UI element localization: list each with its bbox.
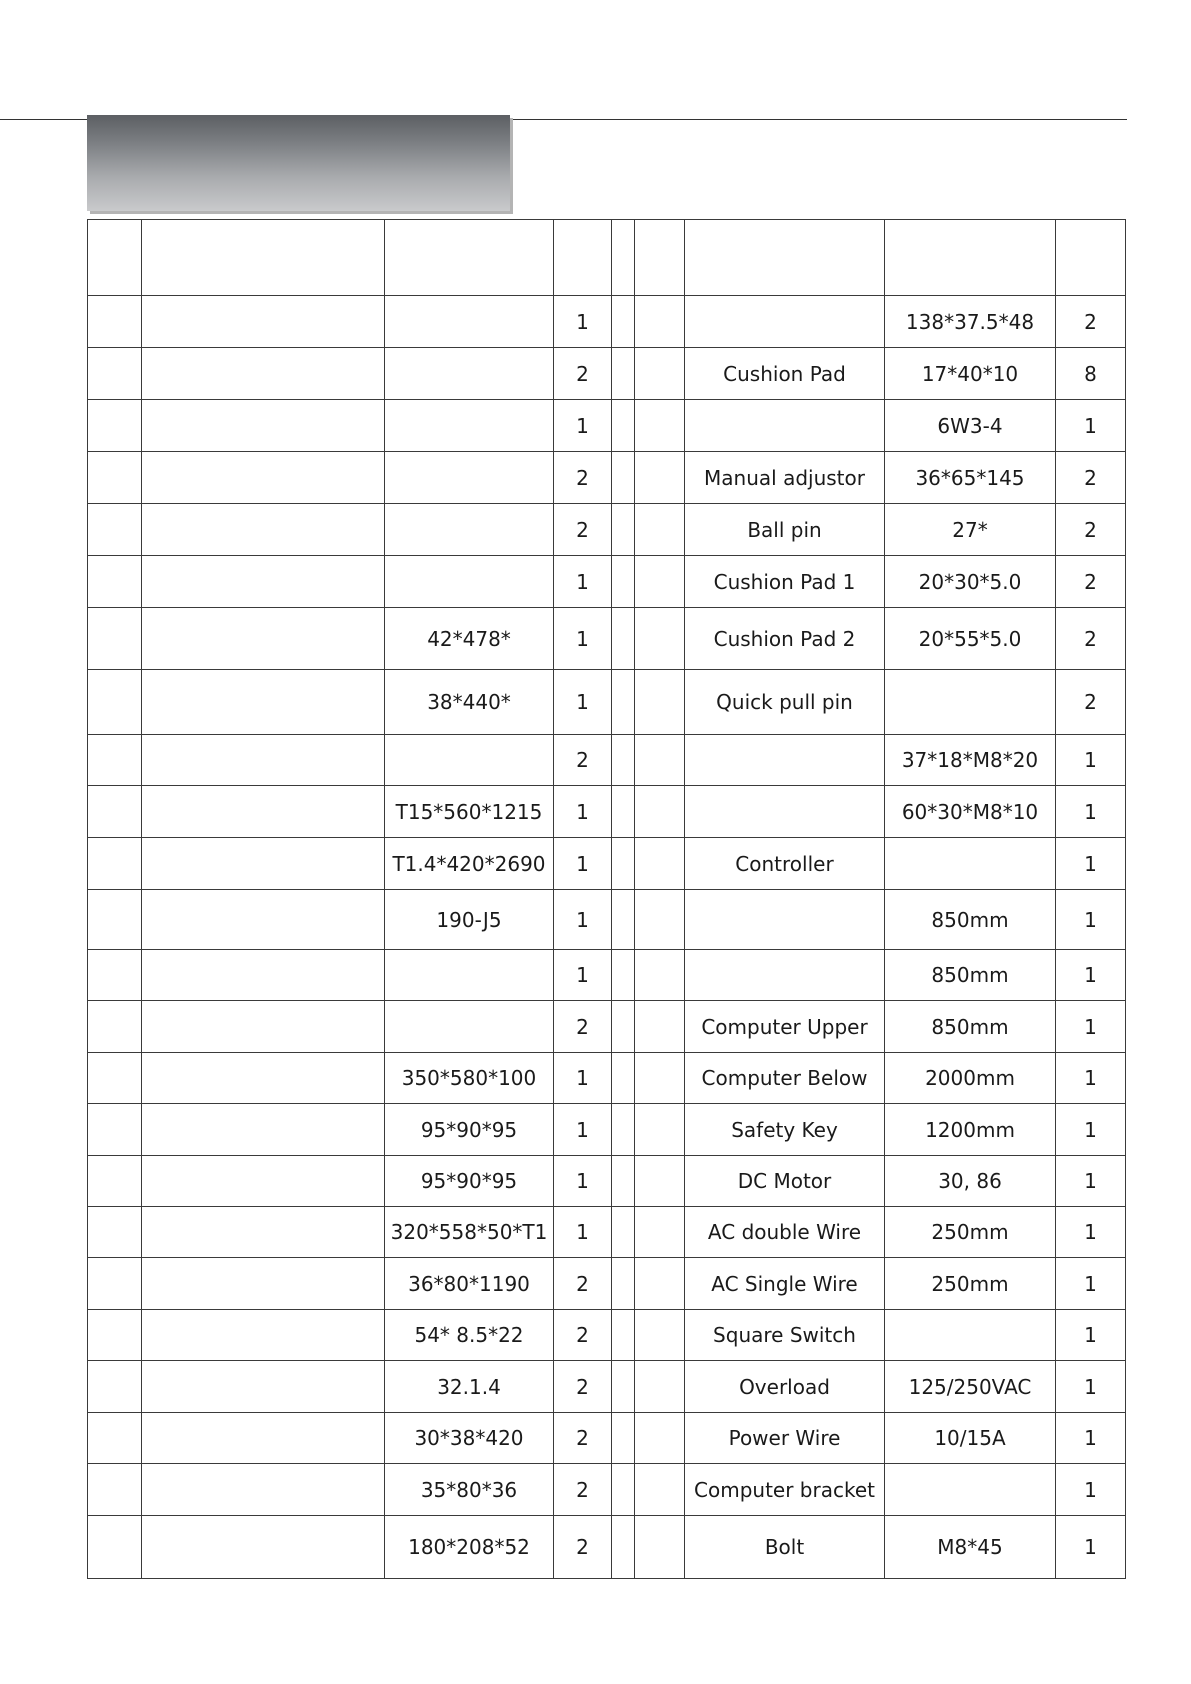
column-gap [612,452,635,504]
part-qty-cell: 8 [1056,348,1126,400]
part-name-cell [685,400,885,452]
column-gap [612,1413,635,1464]
part-qty-cell: 1 [1056,735,1126,786]
column-gap [612,1310,635,1361]
part-name-cell: Manual adjustor [685,452,885,504]
part-name-cell [142,950,385,1001]
part-number-cell [635,1156,685,1207]
part-name-cell [142,1156,385,1207]
part-number-cell [635,735,685,786]
part-qty-cell: 2 [554,1310,612,1361]
part-spec-cell [385,296,554,348]
part-qty-cell: 1 [1056,950,1126,1001]
part-qty-cell: 2 [1056,504,1126,556]
part-name-cell [142,1207,385,1258]
part-name-cell [142,670,385,735]
column-gap [612,1001,635,1053]
table-row [88,1258,1126,1310]
part-qty-cell: 2 [554,504,612,556]
part-number-cell [88,890,142,950]
part-name-cell: Bolt [685,1516,885,1579]
part-qty-cell: 1 [554,1156,612,1207]
table-row [88,1156,1126,1207]
part-spec-cell: 95*90*95 [385,1156,554,1207]
part-name-cell [685,950,885,1001]
column-gap [612,1464,635,1516]
part-spec-cell: 138*37.5*48 [885,296,1056,348]
column-gap [612,296,635,348]
part-spec-cell: 2000mm [885,1053,1056,1104]
column-gap [612,608,635,670]
part-spec-cell [385,950,554,1001]
part-number-cell [635,348,685,400]
part-qty-cell: 1 [554,670,612,735]
part-qty-cell: 1 [1056,786,1126,838]
part-number-cell [635,1207,685,1258]
part-qty-cell: 2 [554,735,612,786]
part-name-cell: Overload [685,1361,885,1413]
part-spec-cell: T15*560*1215 [385,786,554,838]
part-name-cell: Computer Upper [685,1001,885,1053]
part-qty-cell: 1 [1056,400,1126,452]
header-cell [685,220,885,296]
table-row [88,786,1126,838]
part-number-cell [635,1361,685,1413]
part-spec-cell: 36*80*1190 [385,1258,554,1310]
part-number-cell [88,670,142,735]
column-gap [612,1053,635,1104]
table-row [88,296,1126,348]
part-spec-cell [385,348,554,400]
part-name-cell [142,504,385,556]
part-qty-cell: 1 [554,838,612,890]
part-number-cell [88,296,142,348]
part-number-cell [88,504,142,556]
part-number-cell [88,1516,142,1579]
table-row [88,1207,1126,1258]
part-spec-cell: 30*38*420 [385,1413,554,1464]
part-spec-cell: 6W3-4 [885,400,1056,452]
part-number-cell [635,1053,685,1104]
column-gap [612,504,635,556]
part-number-cell [635,786,685,838]
part-spec-cell [385,1001,554,1053]
table-row [88,348,1126,400]
part-name-cell [142,1361,385,1413]
part-qty-cell: 1 [1056,1361,1126,1413]
part-spec-cell: 37*18*M8*20 [885,735,1056,786]
part-name-cell [142,400,385,452]
header-cell [885,220,1056,296]
table-row [88,556,1126,608]
part-spec-cell: 350*580*100 [385,1053,554,1104]
column-gap [612,1156,635,1207]
part-qty-cell: 2 [554,348,612,400]
part-number-cell [635,1258,685,1310]
part-qty-cell: 2 [554,1258,612,1310]
column-gap [612,348,635,400]
part-name-cell: Square Switch [685,1310,885,1361]
part-name-cell: Controller [685,838,885,890]
part-qty-cell: 1 [554,890,612,950]
part-number-cell [88,556,142,608]
part-spec-cell: 20*30*5.0 [885,556,1056,608]
part-name-cell [142,1464,385,1516]
table-row [88,1361,1126,1413]
column-gap [612,670,635,735]
part-qty-cell: 2 [1056,670,1126,735]
part-spec-cell [385,735,554,786]
part-name-cell [142,296,385,348]
part-qty-cell: 2 [554,1001,612,1053]
part-qty-cell: 1 [1056,1207,1126,1258]
table-row [88,1516,1126,1579]
part-spec-cell: T1.4*420*2690 [385,838,554,890]
part-name-cell [142,786,385,838]
part-spec-cell: 95*90*95 [385,1104,554,1156]
column-gap [612,556,635,608]
part-number-cell [88,950,142,1001]
part-spec-cell [885,838,1056,890]
part-name-cell [685,786,885,838]
part-spec-cell: 320*558*50*T1 [385,1207,554,1258]
part-number-cell [635,670,685,735]
header-cell [88,220,142,296]
header-cell [554,220,612,296]
part-number-cell [88,1413,142,1464]
column-gap [612,1258,635,1310]
part-qty-cell: 1 [1056,890,1126,950]
part-spec-cell: 20*55*5.0 [885,608,1056,670]
table-row [88,400,1126,452]
table-row [88,608,1126,670]
header-cell [1056,220,1126,296]
part-spec-cell: 30, 86 [885,1156,1056,1207]
part-name-cell [685,735,885,786]
column-gap [612,400,635,452]
table-row [88,452,1126,504]
part-number-cell [88,400,142,452]
part-number-cell [88,1361,142,1413]
part-name-cell [142,735,385,786]
part-qty-cell: 1 [554,1104,612,1156]
part-spec-cell: 10/15A [885,1413,1056,1464]
table-row [88,1413,1126,1464]
part-number-cell [635,556,685,608]
table-row [88,838,1126,890]
part-number-cell [635,504,685,556]
part-spec-cell: M8*45 [885,1516,1056,1579]
header-cell [385,220,554,296]
table-row [88,735,1126,786]
part-number-cell [635,608,685,670]
part-spec-cell: 36*65*145 [885,452,1056,504]
part-spec-cell: 38*440* [385,670,554,735]
table-row [88,1310,1126,1361]
header-cell [635,220,685,296]
column-gap [612,1361,635,1413]
part-number-cell [88,786,142,838]
part-qty-cell: 1 [1056,1413,1126,1464]
part-number-cell [635,1464,685,1516]
column-gap [612,1104,635,1156]
part-spec-cell: 54* 8.5*22 [385,1310,554,1361]
part-number-cell [635,1310,685,1361]
part-name-cell: Safety Key [685,1104,885,1156]
part-spec-cell [885,1310,1056,1361]
part-qty-cell: 1 [1056,1516,1126,1579]
part-name-cell [685,890,885,950]
part-name-cell: Quick pull pin [685,670,885,735]
table-header-row [88,220,1126,296]
table-row [88,1001,1126,1053]
part-spec-cell: 60*30*M8*10 [885,786,1056,838]
part-number-cell [88,1053,142,1104]
table-row [88,1464,1126,1516]
column-gap [612,1207,635,1258]
part-qty-cell: 1 [1056,838,1126,890]
part-number-cell [635,400,685,452]
part-qty-cell: 1 [1056,1104,1126,1156]
part-number-cell [88,1156,142,1207]
part-number-cell [88,1464,142,1516]
section-header-bar [87,115,510,211]
part-qty-cell: 1 [554,1053,612,1104]
table-row [88,1104,1126,1156]
part-name-cell [142,452,385,504]
part-number-cell [88,1001,142,1053]
part-qty-cell: 1 [554,1207,612,1258]
column-gap [612,786,635,838]
part-qty-cell: 1 [1056,1156,1126,1207]
part-spec-cell [385,504,554,556]
part-qty-cell: 1 [554,296,612,348]
column-gap [612,950,635,1001]
part-spec-cell: 42*478* [385,608,554,670]
part-qty-cell: 1 [554,400,612,452]
part-name-cell: Cushion Pad 1 [685,556,885,608]
part-name-cell: AC double Wire [685,1207,885,1258]
part-number-cell [635,296,685,348]
part-spec-cell: 180*208*52 [385,1516,554,1579]
part-name-cell [142,838,385,890]
part-spec-cell [385,400,554,452]
part-number-cell [635,838,685,890]
header-cell [142,220,385,296]
part-qty-cell: 2 [1056,608,1126,670]
part-qty-cell: 1 [1056,1053,1126,1104]
table-row [88,670,1126,735]
part-number-cell [88,1104,142,1156]
part-number-cell [88,1207,142,1258]
part-number-cell [88,838,142,890]
part-number-cell [635,1001,685,1053]
part-name-cell: Ball pin [685,504,885,556]
part-spec-cell: 35*80*36 [385,1464,554,1516]
column-gap [612,890,635,950]
part-number-cell [88,348,142,400]
part-qty-cell: 1 [1056,1310,1126,1361]
part-number-cell [635,1516,685,1579]
part-spec-cell: 32.1.4 [385,1361,554,1413]
part-spec-cell: 17*40*10 [885,348,1056,400]
part-name-cell: Cushion Pad [685,348,885,400]
part-spec-cell: 190-J5 [385,890,554,950]
part-qty-cell: 2 [1056,556,1126,608]
part-number-cell [635,1413,685,1464]
part-name-cell [142,1310,385,1361]
part-spec-cell [885,670,1056,735]
part-qty-cell: 1 [1056,1258,1126,1310]
part-name-cell: Power Wire [685,1413,885,1464]
part-name-cell [142,608,385,670]
part-name-cell: AC Single Wire [685,1258,885,1310]
part-qty-cell: 1 [1056,1464,1126,1516]
part-qty-cell: 1 [554,556,612,608]
part-name-cell [142,1516,385,1579]
part-spec-cell [385,452,554,504]
table-row [88,950,1126,1001]
table-row [88,504,1126,556]
part-number-cell [635,452,685,504]
part-qty-cell: 2 [554,1361,612,1413]
parts-list-table [87,219,1126,1579]
part-qty-cell: 2 [554,452,612,504]
column-gap [612,735,635,786]
column-gap [612,220,635,296]
part-name-cell: Cushion Pad 2 [685,608,885,670]
part-number-cell [635,950,685,1001]
part-spec-cell: 850mm [885,890,1056,950]
part-qty-cell: 1 [554,950,612,1001]
part-name-cell [142,1001,385,1053]
part-name-cell: Computer bracket [685,1464,885,1516]
parts-table-body [88,220,1126,1579]
part-qty-cell: 1 [1056,1001,1126,1053]
part-qty-cell: 2 [554,1413,612,1464]
part-qty-cell: 1 [554,786,612,838]
part-name-cell [685,296,885,348]
part-spec-cell: 850mm [885,1001,1056,1053]
part-name-cell [142,348,385,400]
part-spec-cell [385,556,554,608]
part-number-cell [88,1310,142,1361]
part-name-cell: DC Motor [685,1156,885,1207]
part-qty-cell: 2 [554,1464,612,1516]
part-spec-cell: 27* [885,504,1056,556]
part-number-cell [635,1104,685,1156]
table-row [88,890,1126,950]
part-qty-cell: 2 [554,1516,612,1579]
part-number-cell [88,608,142,670]
part-name-cell [142,556,385,608]
part-qty-cell: 1 [554,608,612,670]
part-name-cell [142,890,385,950]
part-number-cell [88,735,142,786]
part-number-cell [88,452,142,504]
part-name-cell [142,1413,385,1464]
part-number-cell [635,890,685,950]
part-number-cell [88,1258,142,1310]
part-spec-cell [885,1464,1056,1516]
part-spec-cell: 1200mm [885,1104,1056,1156]
part-name-cell [142,1053,385,1104]
column-gap [612,1516,635,1579]
part-spec-cell: 125/250VAC [885,1361,1056,1413]
part-name-cell [142,1104,385,1156]
table-row [88,1053,1126,1104]
part-name-cell [142,1258,385,1310]
column-gap [612,838,635,890]
part-qty-cell: 2 [1056,452,1126,504]
part-name-cell: Computer Below [685,1053,885,1104]
part-qty-cell: 2 [1056,296,1126,348]
part-spec-cell: 850mm [885,950,1056,1001]
part-spec-cell: 250mm [885,1258,1056,1310]
part-spec-cell: 250mm [885,1207,1056,1258]
